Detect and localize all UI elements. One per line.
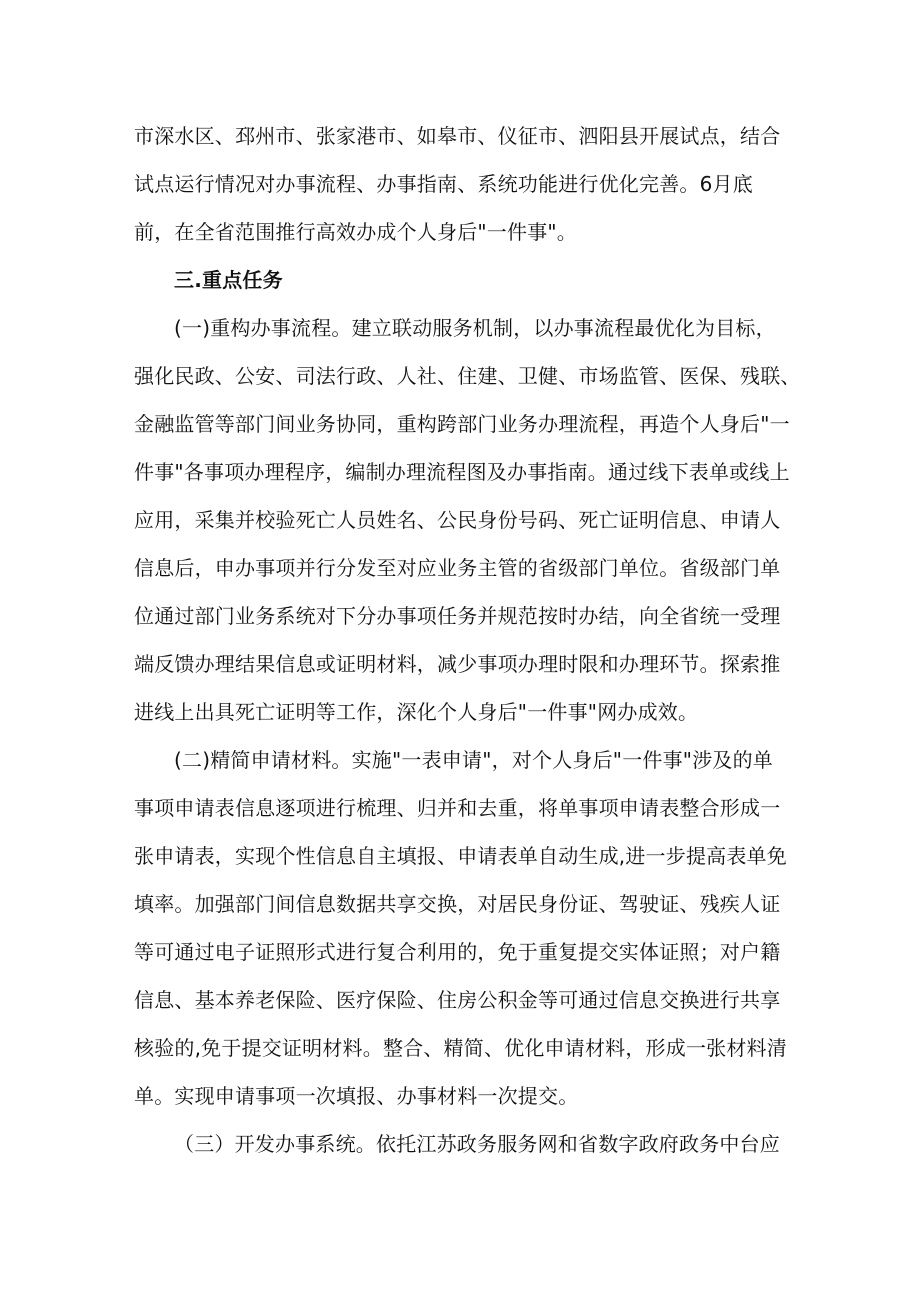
paragraph-line: 张申请表，实现个性信息自主填报、申请表单自动生成,进一步提高表单免 xyxy=(134,844,787,868)
paragraph-line: 试点运行情况对办事流程、办事指南、系统功能进行优化完善。6月底 xyxy=(134,172,753,196)
paragraph-line: 强化民政、公安、司法行政、人社、住建、卫健、市场监管、医保、残联、 xyxy=(134,364,801,388)
paragraph-line: 进线上出具死亡证明等工作，深化个人身后"一件事"网办成效。 xyxy=(134,700,699,724)
paragraph-line: 位通过部门业务系统对下分办事项任务并规范按时办结，向全省统一受理 xyxy=(134,604,781,628)
paragraph-line: (一)重构办事流程。建立联动服务机制，以办事流程最优化为目标， xyxy=(174,316,776,340)
paragraph-line: 端反馈办理结果信息或证明材料，减少事项办理时限和办理环节。探索推 xyxy=(134,652,781,676)
paragraph-line: 市深水区、邳州市、张家港市、如皋市、仪征市、泗阳县开展试点，结合 xyxy=(134,124,781,148)
paragraph-line: 等可通过电子证照形式进行复合利用的，免于重复提交实体证照；对户籍 xyxy=(134,940,781,964)
paragraph-line: (二)精简申请材料。实施"一表申请"，对个人身后"一件事"涉及的单 xyxy=(174,748,774,772)
paragraph-line: 件事"各事项办理程序，编制办理流程图及办事指南。通过线下表单或线上 xyxy=(134,460,790,484)
paragraph-line: 单。实现申请事项一次填报、办事材料一次提交。 xyxy=(134,1084,579,1108)
paragraph-line: 应用，采集并校验死亡人员姓名、公民身份号码、死亡证明信息、申请人 xyxy=(134,508,781,532)
paragraph-line: 信息后，申办事项并行分发至对应业务主管的省级部门单位。省级部门单 xyxy=(134,556,781,580)
paragraph-line: 核验的,免于提交证明材料。整合、精简、优化申请材料，形成一张材料清 xyxy=(134,1036,787,1060)
paragraph-line: （三）开发办事系统。依托江苏政务服务网和省数字政府政务中台应 xyxy=(174,1132,780,1156)
paragraph-line: 前，在全省范围推行高效办成个人身后"一件事"。 xyxy=(134,220,577,244)
document-body xyxy=(134,112,804,1168)
paragraph-line: 填率。加强部门间信息数据共享交换，对居民身份证、驾驶证、残疾人证 xyxy=(134,892,781,916)
paragraph-line: 金融监管等部门间业务协同，重构跨部门业务办理流程，再造个人身后"一 xyxy=(134,412,790,436)
paragraph-line: 信息、基本养老保险、医疗保险、住房公积金等可通过信息交换进行共享 xyxy=(134,988,781,1012)
paragraph-line: 事项申请表信息逐项进行梳理、归并和去重，将单事项申请表整合形成一 xyxy=(134,796,781,820)
section-heading: 三.重点任务 xyxy=(174,268,283,292)
